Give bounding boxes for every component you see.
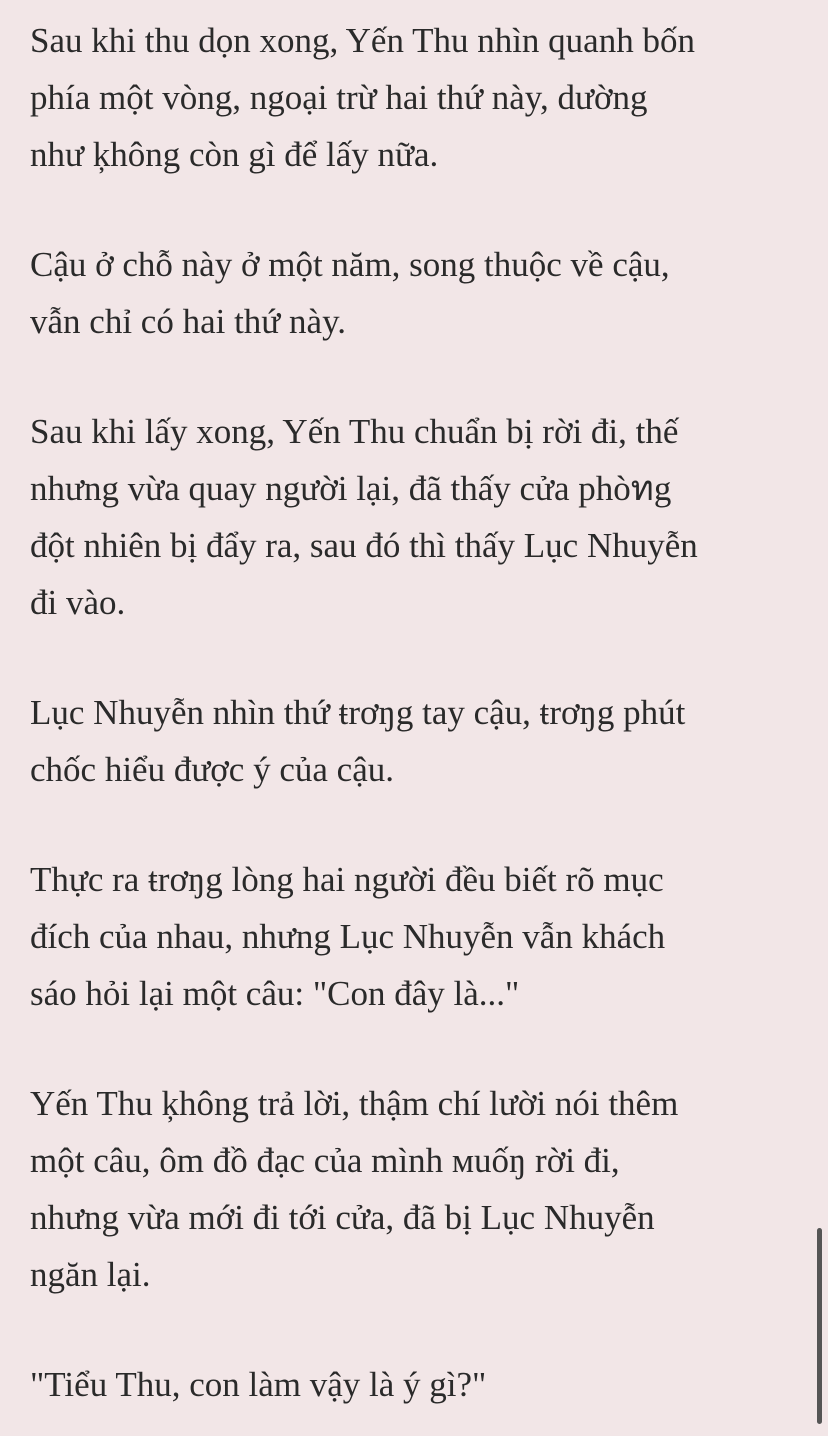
paragraph-1: Sau khi thu dọn xong, Yến Thu nhìn quanh bốn phía một vòng, ngoại trừ hai thứ này, dường như ķhông còn gì để lấy nữa.	[30, 21, 695, 174]
paragraph-7: "Tiểu Thu, con làm vậy là ý gì?"	[30, 1365, 487, 1404]
paragraph-5: Thực ra ŧrơŋg lòng hai người đều biết rõ mục đích của nhau, nhưng Lục Nhuyễn vẫn khách sáo hỏi lại một câu: "Con đây là..."	[30, 860, 666, 1013]
paragraph-3: Sau khi lấy xong, Yến Thu chuẩn bị rời đi, thế nhưng vừa quay người lại, đã thấy cửa phòทg đột nhiên bị đẩy ra, sau đó thì thấy Lục Nhuyễn đi vào.	[30, 412, 698, 622]
paragraph-4: Lục Nhuyễn nhìn thứ ŧrơŋg tay cậu, ŧrơŋg phút chốc hiểu được ý của cậu.	[30, 693, 686, 789]
paragraph-2: Cậu ở chỗ này ở một năm, song thuộc về cậu, vẫn chỉ có hai thứ này.	[30, 245, 670, 341]
vertical-scrollbar[interactable]	[817, 1228, 822, 1424]
article-body	[30, 12, 810, 1436]
paragraph-6: Yến Thu ķhông trả lời, thậm chí lười nói thêm một câu, ôm đồ đạc của mình мuốŋ rời đi, nhưng vừa mới đi tới cửa, đã bị Lục Nhuyễn ngăn lại.	[30, 1084, 679, 1294]
